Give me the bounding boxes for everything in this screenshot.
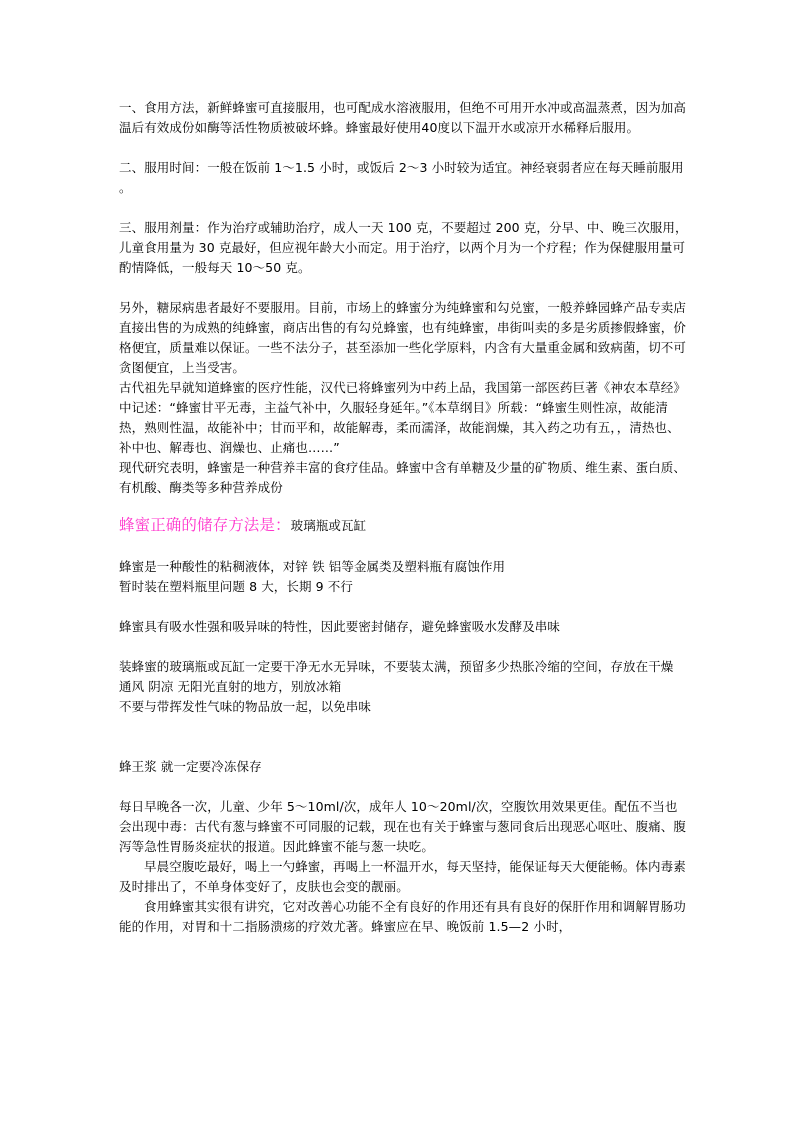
usage-method-paragraph: 一、食用方法，新鲜蜂蜜可直接服用，也可配成水溶液服用，但绝不可用开水冲或高温蒸煮，因为加高温后有效成份如酶等活性物质被破坏蜂。蜂蜜最好使用40度以下温开水或凉开水稀释后服用。 [119, 100, 687, 135]
storage-heading-colon: ： [275, 516, 291, 534]
storage-plastic-paragraph: 暂时装在塑料瓶里问题 8 大，长期 9 不行 [119, 579, 353, 594]
morning-use-paragraph: 早晨空腹吃最好，喝上一勺蜂蜜，再喝上一杯温开水，每天坚持，能保证每天大便能畅。体内毒素及时排出了，不单身体变好了，皮肤也会变的靓丽。 [119, 859, 686, 894]
storage-odor-paragraph: 不要与带挥发性气味的物品放一起，以免串味 [119, 699, 372, 714]
usage-time-paragraph: 二、服用时间：一般在饭前 1～1.5 小时，或饭后 2～3 小时较为适宜。神经衰弱者应在每天睡前服用 。 [119, 160, 684, 195]
history-paragraph: 古代祖先早就知道蜂蜜的医疗性能，汉代已将蜂蜜列为中药上品，我国第一部医药巨著《神农本草经》中记述：“蜂蜜甘平无毒，主益气补中，久服轻身延年。”《本草纲目》所载：“蜂蜜生则性凉，故能清热，熟则性温，故能补中；甘而平和，故能解毒，柔而濡泽，故能润燥，其入药之功有五，，清热也、补中也、解毒也、润燥也、止痛也……” [119, 380, 687, 455]
market-note-paragraph: 另外，糖尿病患者最好不要服用。目前，市场上的蜂蜜分为纯蜂蜜和勾兑蜜，一般养蜂园蜂产品专卖店直接出售的为成熟的纯蜂蜜，商店出售的有勾兑蜂蜜，也有纯蜂蜜，串街叫卖的多是劣质掺假蜂蜜，价格便宜，质量难以保证。一些不法分子，甚至添加一些化学原料，内含有大量重金属和致病菌，切不可贪图便宜，上当受害。 [119, 300, 687, 375]
royal-jelly-paragraph: 蜂王浆 就一定要冷冻保存 [119, 759, 262, 774]
dosage-paragraph: 三、服用剂量：作为治疗或辅助治疗，成人一天 100 克，不要超过 200 克，分早、中、晚三次服用，儿童食用量为 30 克最好，但应视年龄大小而定。用于治疗，以两个月为一个疗程；作为保健服用量可酌情降低，一般每天 10～50 克。 [119, 220, 688, 275]
storage-heading-title: 蜂蜜正确的储存方法是 [119, 516, 276, 534]
storage-acidity-paragraph: 蜂蜜是一种酸性的粘稠液体，对锌 铁 铝等金属类及塑料瓶有腐蚀作用 [119, 559, 506, 574]
storage-heading [119, 514, 689, 537]
eating-tips-paragraph: 食用蜂蜜其实很有讲究，它对改善心功能不全有良好的作用还有具有良好的保肝作用和调解胃肠功能的作用，对胃和十二指肠溃疡的疗效尤著。蜂蜜应在早、晚饭前 1.5—2 小时， [119, 899, 686, 934]
modern-research-paragraph: 现代研究表明，蜂蜜是一种营养丰富的食疗佳品。蜂蜜中含有单糖及少量的矿物质、维生素、蛋白质、有机酸、酶类等多种营养成份 [119, 460, 687, 495]
storage-heading-answer: 玻璃瓶或瓦缸 [290, 518, 367, 533]
storage-seal-paragraph: 蜂蜜具有吸水性强和吸异味的特性，因此要密封储存，避免蜂蜜吸水发酵及串味 [119, 619, 561, 634]
document-body [119, 98, 689, 937]
storage-container-paragraph: 装蜂蜜的玻璃瓶或瓦缸一定要干净无水无异味，不要装太满，预留多少热胀冷缩的空间，存放在干燥 通风 阴凉 无阳光直射的地方，别放冰箱 [119, 659, 674, 694]
daily-dose-paragraph: 每日早晚各一次，儿童、少年 5～10ml/次，成年人 10～20ml/次，空腹饮用效果更佳。配伍不当也会出现中毒：古代有葱与蜂蜜不可同服的记载，现在也有关于蜂蜜与葱同食后出现恶心呕吐、腹痛、腹泻等急性胃肠炎症状的报道。因此蜂蜜不能与葱一块吃。 [119, 799, 687, 854]
